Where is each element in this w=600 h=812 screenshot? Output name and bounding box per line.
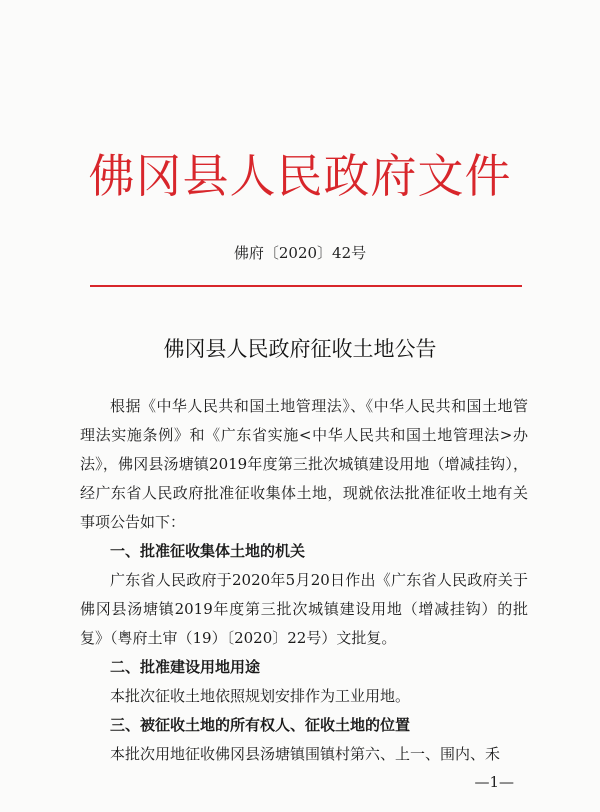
section-paragraph: 本批次用地征收佛冈县汤塘镇围镇村第六、上一、围内、禾 (110, 745, 501, 763)
intro-paragraph: 根据《中华人民共和国土地管理法》、《中华人民共和国土地管理法实施条例》和《广东省实施<中华人民共和国土地管理法>办法》，佛冈县汤塘镇2019年度第三批次城镇建设用地（增减挂钩），经广东省人民政府批准征收集体土地，现就依法批准征收土地有关事项公告如下： (80, 397, 528, 531)
document-body (80, 392, 528, 769)
section-heading: 二、批准建设用地用途 (110, 658, 261, 676)
section-paragraph: 本批次征收土地依照规划安排作为工业用地。 (110, 687, 411, 705)
section-heading: 三、被征收土地的所有权人、征收土地的位置 (110, 716, 411, 734)
document-number: 佛府〔2020〕42号 (233, 244, 367, 262)
page-number: —1— (474, 773, 514, 791)
document-header-title: 佛冈县人民政府文件 (88, 149, 512, 203)
notice-title: 佛冈县人民政府征收土地公告 (163, 337, 437, 361)
section-heading: 一、批准征收集体土地的机关 (110, 542, 306, 560)
red-separator-line (90, 285, 522, 287)
section-paragraph: 广东省人民政府于2020年5月20日作出《广东省人民政府关于佛冈县汤塘镇2019年度第三批次城镇建设用地（增减挂钩）的批复》（粤府土审（19）〔2020〕22号）文批复。 (80, 571, 528, 647)
